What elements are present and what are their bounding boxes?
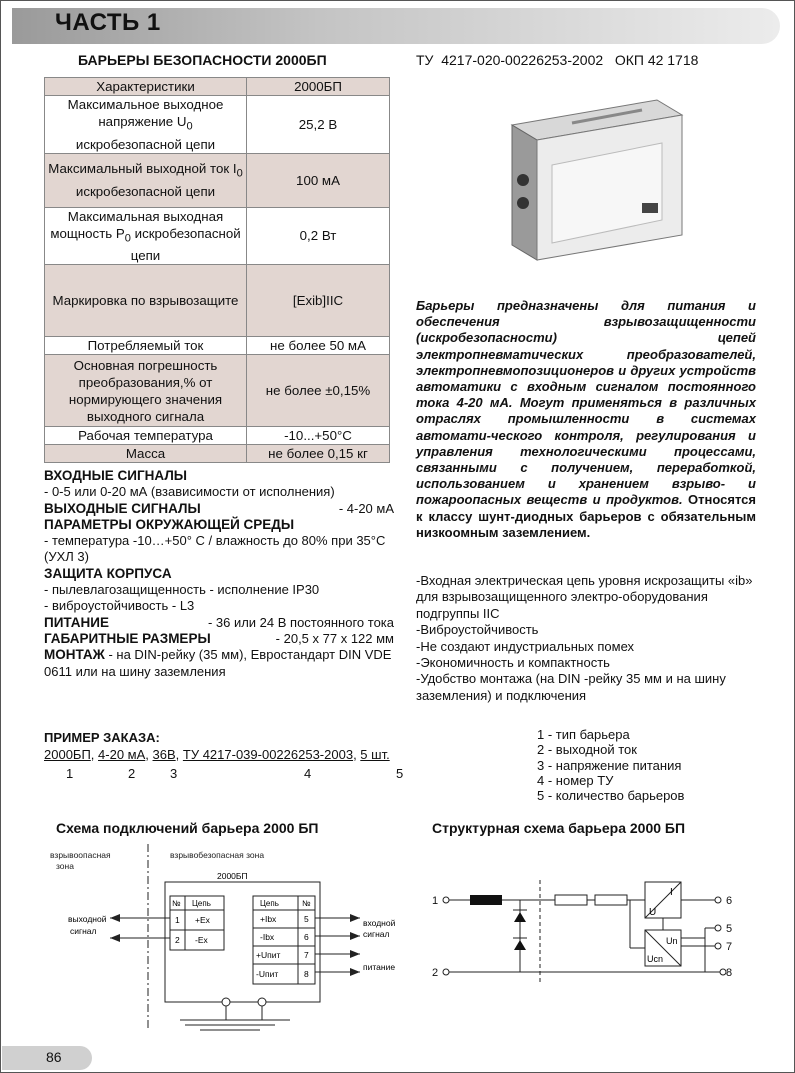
housing-protection-heading: ЗАЩИТА КОРПУСА [44,565,172,581]
terminal-8-name: -Uпит [256,969,279,979]
right-col-head: Цепь [260,899,279,908]
terminal-7-num: 7 [304,950,309,960]
output-6-label: 6 [726,895,733,907]
output-8-label: 8 [726,967,733,979]
spec-name: Основная погрешность преобразования,% от нормирующего значения выходного сигнала [45,355,247,427]
block2-ucn: Ucn [647,954,664,964]
order-legend [537,727,684,803]
output-signal-label-2: сигнал [70,926,97,936]
spec-value: 25,2 В [247,96,390,154]
connection-diagram-caption: Схема подключений барьера 2000 БП [56,820,319,836]
terminal-2-num: 2 [175,935,180,945]
terminal-6-name: -Ibx [260,932,275,942]
feature-item: -Экономичность и компактность [416,655,610,671]
spec-value: не более 50 мА [247,337,390,355]
spec-name: Максимальная выходная мощность $P_0$ искробезопасной цепи [45,207,247,265]
feature-item: -Виброустойчивость [416,622,539,638]
right-col-head-n: № [302,899,311,908]
device-label: 2000БП [217,871,248,881]
tu-line: ТУ 4217-020-00226253-2002 ОКП 42 1718 [416,52,699,68]
order-part-tu: ТУ 4217-039-00226253-2003 [182,747,354,762]
dimensions-heading: ГАБАРИТНЫЕ РАЗМЕРЫ [44,630,211,646]
order-number: 1 [66,766,74,781]
spec-header-row [45,78,390,96]
spec-row [45,427,390,445]
block1-i: I [670,887,673,898]
spec-name: Рабочая температура [45,427,247,445]
block2-un: Un [666,936,678,946]
output-signals-heading: ВЫХОДНЫЕ СИГНАЛЫ [44,500,201,516]
spec-name: Потребляемый ток [45,337,247,355]
terminal-1-name: +Ex [195,915,210,925]
part-title: ЧАСТЬ 1 [55,9,161,36]
feature-item: -Не создают индустриальных помех [416,638,635,654]
power-heading: ПИТАНИЕ [44,614,110,630]
spec-row [45,337,390,355]
structure-diagram [430,860,750,990]
block1-u: U [649,907,657,918]
order-part-quantity: 5 шт. [360,747,390,762]
structure-diagram-caption: Структурная схема барьера 2000 БП [432,820,686,836]
output-7-label: 7 [726,941,733,953]
mounting-text: - на DIN-рейку (35 мм), Евростандарт DIN VDE 0611 или на шину заземления [44,647,392,679]
spec-header-value: 2000БП [247,78,390,96]
housing-protection-vibration: - виброустойчивость - L3 [44,598,195,614]
output-signal-label-1: выходной [68,914,107,924]
power-text: - 36 или 24 В постоянного тока [207,614,394,630]
output-signals-text: - 4-20 мА [338,500,394,516]
zone-left-label-1: взрывоопасная [50,850,111,860]
spec-value: -10...+50°С [247,427,390,445]
spec-row [45,96,390,154]
dimensions-text: - 20,5 х 77 х 122 мм [275,630,394,646]
output-5-label: 5 [726,923,733,935]
input-1-label: 1 [432,895,439,907]
order-example-title: ПРИМЕР ЗАКАЗА: [44,730,160,745]
terminal-5-num: 5 [304,914,309,924]
spec-header-name: Характеристики [45,78,247,96]
spec-name: Максимальное выходное напряжение $U_0$ искробезопасной цепи [45,96,247,154]
input-signal-label-2: сигнал [363,929,390,939]
feature-item: -Входная электрическая цепь уровня искрозащиты «ib» для взрывозащищенного электро-оборудования подгруппы IIC [416,573,753,621]
mounting-heading: МОНТАЖ [44,647,105,663]
legend-item: 4 - номер ТУ [537,772,614,788]
legend-item: 1 - тип барьера [537,727,630,742]
left-col-head-n: № [172,899,181,908]
spec-row [45,207,390,265]
terminal-7-name: +Uпит [256,950,281,960]
legend-item: 2 - выходной ток [537,742,637,758]
terminal-5-name: +Ibx [260,914,277,924]
specs-list [44,468,394,680]
left-col-head: Цепь [192,899,211,908]
product-photo [492,95,702,265]
power-label: питание [363,962,396,972]
description [416,298,756,541]
housing-protection-ip: - пылевлагозащищенность - исполнение IP30 [44,582,320,598]
order-example-code: 2000БП, 4-20 мА, 36В, ТУ 4217-039-00226253-2003, 5 шт. [44,747,390,762]
zone-right-label: взрывобезопасная зона [170,850,265,860]
order-number: 3 [170,766,178,781]
spec-name: Максимальный выходной ток $I_0$ искробезопасной цепи [45,153,247,207]
spec-row [45,445,390,463]
features-list [416,573,756,704]
spec-value: 100 мА [247,153,390,207]
order-part-numbers [44,766,424,782]
legend-item: 3 - напряжение питания [537,757,682,773]
input-2-label: 2 [432,967,439,979]
spec-table [44,77,390,463]
input-signal-label-1: входной [363,918,396,928]
spec-name: Масса [45,445,247,463]
order-part-type: 2000БП [44,747,91,762]
zone-left-label-2: зона [56,861,74,871]
page-number: 86 [46,1049,62,1065]
spec-value: не более 0,15 кг [247,445,390,463]
order-number: 2 [128,766,136,781]
product-title: БАРЬЕРЫ БЕЗОПАСНОСТИ 2000БП [78,52,327,68]
terminal-8-num: 8 [304,969,309,979]
spec-row [45,355,390,427]
input-signals-text: - 0-5 или 0-20 мА (взависимости от исполнения) [44,484,335,500]
spec-name: Маркировка по взрывозащите [45,265,247,337]
spec-row [45,153,390,207]
order-number: 5 [396,766,404,781]
order-number: 4 [304,766,312,781]
terminal-1-num: 1 [175,915,180,925]
spec-value: 0,2 Вт [247,207,390,265]
feature-item: -Удобство монтажа (на DIN -рейку 35 мм и на шину заземления) и подключения [416,671,726,703]
terminal-2-name: -Ex [195,935,208,945]
environment-text: - температура -10…+50° С / влажность до 80% при 35°С (УХЛ 3) [44,533,386,565]
order-part-voltage: 36В [152,747,176,762]
spec-row [45,265,390,337]
description-class: Относятся к классу шунт-диодных барьеров с обязательным низкоомным заземлением. [416,492,756,540]
connection-diagram [30,840,420,1040]
input-signals-heading: ВХОДНЫЕ СИГНАЛЫ [44,468,188,483]
spec-value: [Exib]IIC [247,265,390,337]
environment-heading: ПАРАМЕТРЫ ОКРУЖАЮЩЕЙ СРЕДЫ [44,516,295,532]
terminal-6-num: 6 [304,932,309,942]
description-main: Барьеры предназначены для питания и обеспечения взрывозащищенности (искробезопасности) цепей электропневматических преобразователей, электропневмопозиционеров и других устройств автоматики с входным сигналом постоянного тока 4-20 мА. Могут применяться в различных отраслях промышленности в системах автомати-ческого контроля, регулирования и управления технологическими процессами, связанными с получением, переработкой, использованием и хранением взрыво- и пожароопасных веществ и продуктов. [416,298,756,508]
barrier-device-image [492,95,702,265]
spec-value: не более ±0,15% [247,355,390,427]
legend-item: 5 - количество барьеров [537,788,685,804]
order-part-current: 4-20 мА [98,747,146,762]
